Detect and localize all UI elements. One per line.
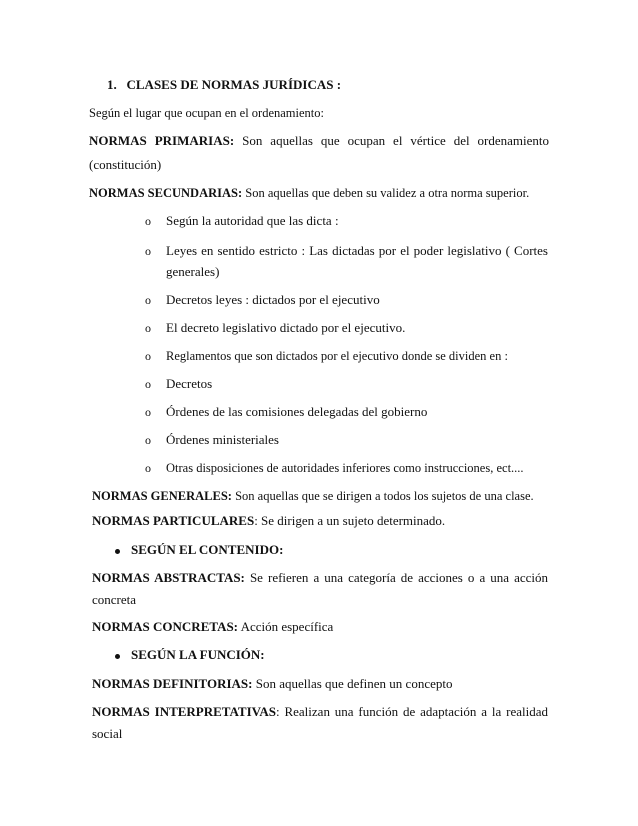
definitorias-text: Son aquellas que definen un concepto <box>255 676 453 691</box>
secundarias-text: Son aquellas que deben su validez a otra norma superior. <box>245 186 530 200</box>
intro-text: Según el lugar que ocupan en el ordenamiento: <box>89 106 324 120</box>
interpretativas-text-cont: social <box>92 726 123 741</box>
abstractas-label: NORMAS ABSTRACTAS: <box>92 570 245 585</box>
generales-paragraph <box>92 488 534 504</box>
sub-item-marker: o <box>145 461 151 475</box>
sub-item-marker: o <box>145 214 151 228</box>
sub-item-text: Según la autoridad que las dicta : <box>166 213 339 228</box>
abstractas-text-cont: concreta <box>92 592 137 607</box>
sub-item-marker: o <box>145 433 151 447</box>
sub-item-text: Otras disposiciones de autoridades inferiores como instrucciones, ect.... <box>166 461 524 475</box>
particulares-text: : Se dirigen a un sujeto determinado. <box>254 513 446 528</box>
secundarias-label: NORMAS SECUNDARIAS: <box>89 186 243 200</box>
sub-item-text: Decretos <box>166 376 213 391</box>
abstractas-paragraph <box>92 570 548 586</box>
primarias-label: NORMAS PRIMARIAS: <box>89 133 235 148</box>
particulares-label: NORMAS PARTICULARES <box>92 513 255 528</box>
generales-text: Son aquellas que se dirigen a todos los sujetos de una clase. <box>235 489 534 503</box>
sub-item-text: Decretos leyes : dictados por el ejecutivo <box>166 292 380 307</box>
concretas-paragraph <box>92 619 333 635</box>
sub-item-marker: o <box>145 405 151 419</box>
concretas-text: Acción específica <box>240 619 334 634</box>
bullet-dot <box>115 654 120 659</box>
sub-item-text: Leyes en sentido estricto : Las dictadas por el poder legislativo ( Cortes <box>166 243 548 258</box>
concretas-label: NORMAS CONCRETAS: <box>92 619 239 634</box>
heading-text: CLASES DE NORMAS JURÍDICAS : <box>126 77 342 92</box>
interpretativas-label: NORMAS INTERPRETATIVAS <box>92 704 276 719</box>
contenido-heading: SEGÚN EL CONTENIDO: <box>131 542 284 557</box>
heading-number: 1. <box>107 77 117 92</box>
secundarias-paragraph <box>89 185 529 201</box>
sub-item-marker: o <box>145 293 151 307</box>
generales-label: NORMAS GENERALES: <box>92 489 232 503</box>
sub-item-marker: o <box>145 349 151 363</box>
sub-item-text: Reglamentos que son dictados por el ejecutivo donde se dividen en : <box>166 349 508 363</box>
definitorias-paragraph <box>92 676 452 692</box>
interpretativas-text: : Realizan una función de adaptación a la realidad <box>276 704 548 719</box>
sub-item-marker: o <box>145 244 151 258</box>
sub-item-text: El decreto legislativo dictado por el ejecutivo. <box>166 320 406 335</box>
interpretativas-paragraph <box>92 704 548 720</box>
sub-item-marker: o <box>145 321 151 335</box>
bullet-dot <box>115 549 120 554</box>
section-heading <box>107 77 341 93</box>
particulares-paragraph <box>92 513 445 529</box>
definitorias-label: NORMAS DEFINITORIAS: <box>92 676 253 691</box>
primarias-paragraph <box>89 133 549 149</box>
primarias-text: Son aquellas que ocupan el vértice del ordenamiento <box>242 133 550 148</box>
sub-item-text-cont: generales) <box>166 264 220 279</box>
sub-item-marker: o <box>145 377 151 391</box>
abstractas-text: Se refieren a una categoría de acciones o a una acción <box>249 570 548 585</box>
sub-item-text: Órdenes de las comisiones delegadas del gobierno <box>166 404 428 419</box>
sub-item-text: Órdenes ministeriales <box>166 432 279 447</box>
primarias-text-cont: (constitución) <box>89 157 162 172</box>
funcion-heading: SEGÚN LA FUNCIÓN: <box>131 647 265 662</box>
